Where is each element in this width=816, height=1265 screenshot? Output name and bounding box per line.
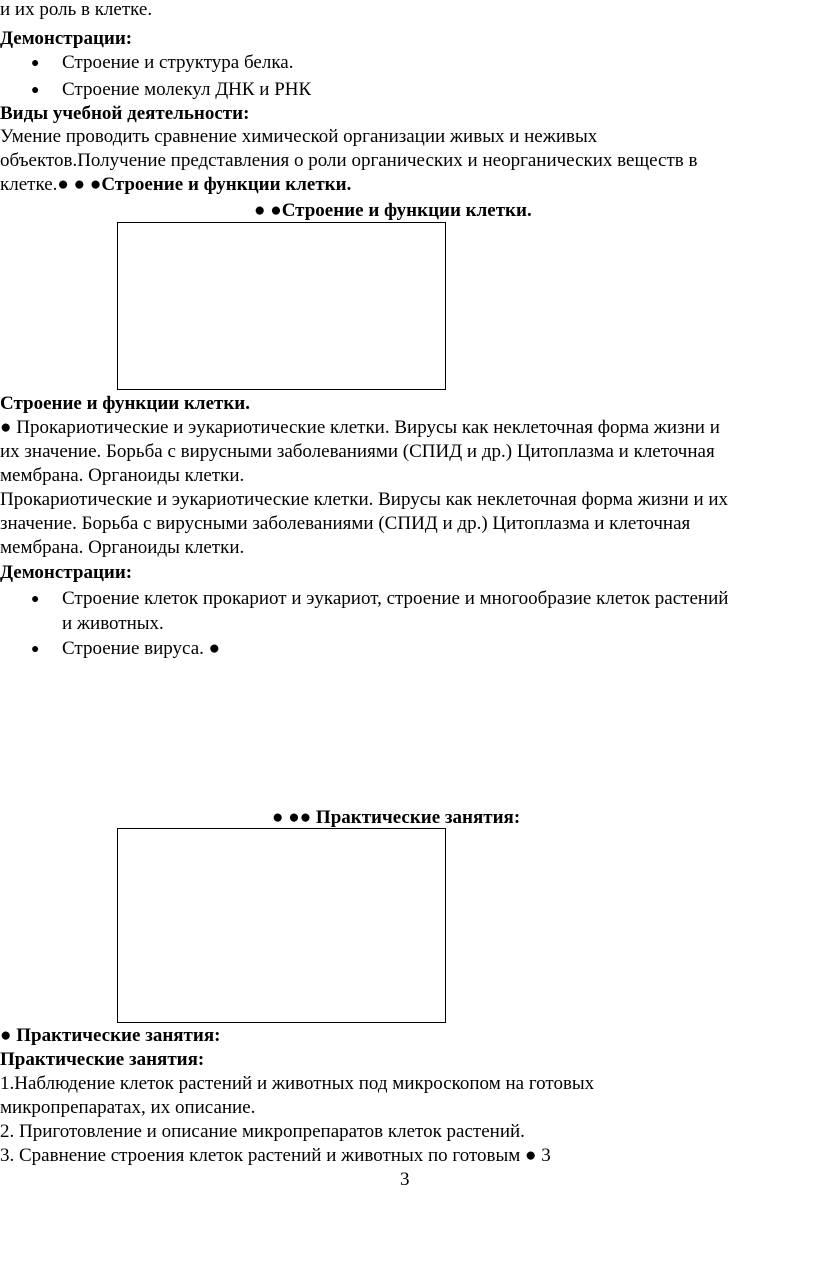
text-line: и их роль в клетке. xyxy=(0,0,153,20)
text-line: 3. Сравнение строения клеток растений и животных по готовым ● 3 xyxy=(0,1145,551,1166)
bullet-icon: ● xyxy=(31,56,40,71)
text-line: объектов.Получение представления о роли органических и неорганических веществ в xyxy=(0,150,698,171)
text-line: мембрана. Органоиды клетки. xyxy=(0,465,245,486)
page-number: 3 xyxy=(400,1169,410,1190)
text-line: мембрана. Органоиды клетки. xyxy=(0,537,245,558)
text-line: 2. Приготовление и описание микропрепаратов клеток растений. xyxy=(0,1121,525,1142)
text-line: 1.Наблюдение клеток растений и животных под микроскопом на готовых xyxy=(0,1073,595,1094)
section-heading-activities: Виды учебной деятельности: xyxy=(0,103,250,124)
centered-heading: ● ●Строение и функции клетки. xyxy=(254,200,532,221)
bullet-icon: ● xyxy=(31,83,40,98)
section-heading-demonstrations: Демонстрации: xyxy=(0,28,133,49)
list-item: Строение и структура белка. xyxy=(62,52,294,73)
section-heading-practice: Практические занятия: xyxy=(0,1049,205,1070)
inline-bullets: клетке.● ● ● xyxy=(0,174,102,195)
image-placeholder xyxy=(117,222,446,390)
centered-heading: ● ●● Практические занятия: xyxy=(272,807,521,828)
text-line: Прокариотические и эукариотические клетки. Вирусы как неклеточная форма жизни и их xyxy=(0,489,729,510)
text-line: значение. Борьба с вирусными заболеваниями (СПИД и др.) Цитоплазма и клеточная xyxy=(0,513,691,534)
inline-heading: Строение и функции клетки. xyxy=(101,174,352,195)
text-line: Умение проводить сравнение химической организации живых и неживых xyxy=(0,126,598,147)
section-heading-demonstrations: Демонстрации: xyxy=(0,562,133,583)
text-line: их значение. Борьба с вирусными заболеваниями (СПИД и др.) Цитоплазма и клеточная xyxy=(0,441,715,462)
text-line: микропрепаратах, их описание. xyxy=(0,1097,256,1118)
bullet-icon: ● xyxy=(31,642,40,657)
image-placeholder xyxy=(117,828,446,1023)
text-line xyxy=(0,173,351,196)
list-item: Строение клеток прокариот и эукариот, строение и многообразие клеток растений xyxy=(62,588,729,609)
bullet-icon: ● xyxy=(31,592,40,607)
section-heading-practice: ● Практические занятия: xyxy=(0,1025,221,1046)
list-item: Строение вируса. ● xyxy=(62,638,221,659)
section-heading-cell: Строение и функции клетки. xyxy=(0,393,250,414)
list-item: Строение молекул ДНК и РНК xyxy=(62,79,312,100)
list-item-continuation: и животных. xyxy=(62,613,164,634)
text-line: ● Прокариотические и эукариотические клетки. Вирусы как неклеточная форма жизни и xyxy=(0,417,720,438)
